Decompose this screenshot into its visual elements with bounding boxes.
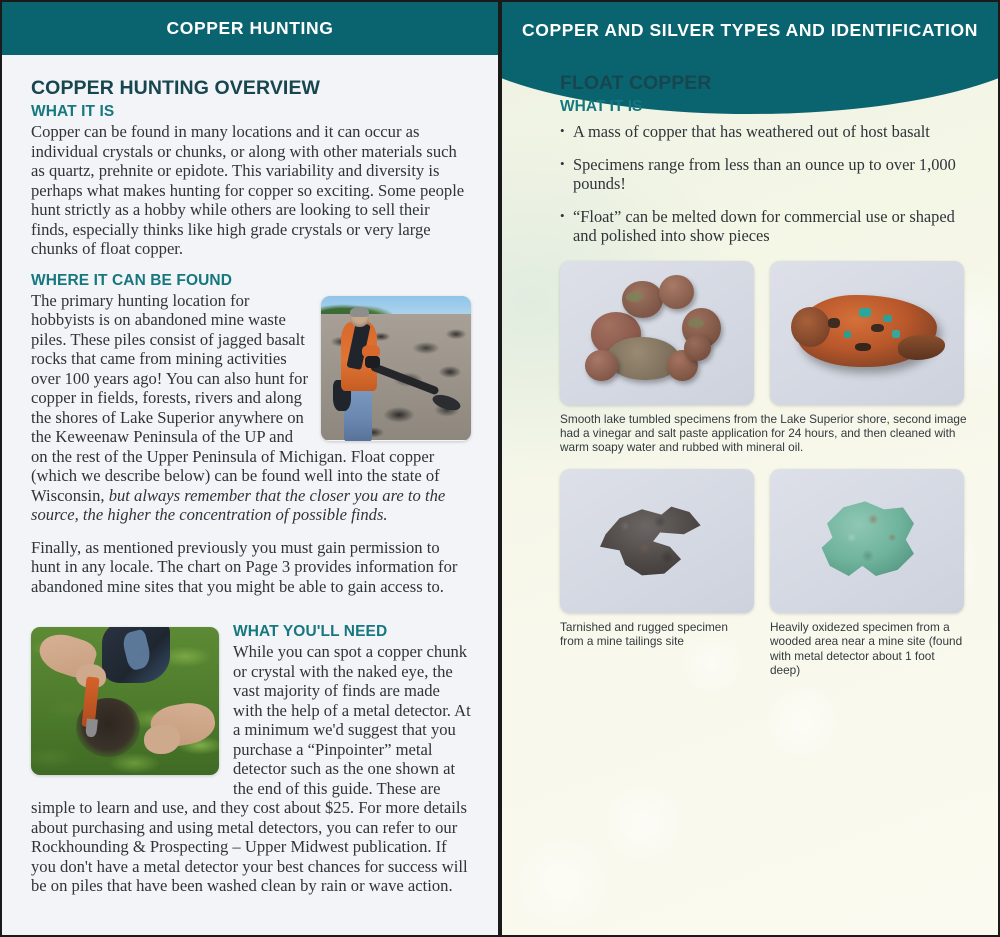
list-item: • Specimens range from less than an ounce up to over 1,000 pounds! — [560, 155, 976, 194]
photo-detector-grip — [365, 356, 380, 368]
right-page-content — [502, 72, 998, 935]
photo-digging-for-copper — [31, 627, 219, 775]
subheading-what-it-is: WHAT IT IS — [31, 103, 115, 120]
section-title-float-copper: FLOAT COPPER — [560, 72, 712, 94]
dark-pit — [855, 343, 871, 352]
float-copper-lobe — [791, 307, 830, 347]
specimen-image-row-top — [560, 261, 976, 405]
left-page-content — [2, 55, 498, 935]
what-it-is-paragraph: Copper can be found in many locations and it can occur as individual crystals or chunks, or along with other materials such as quartz, prehnite or epidote. This variability and diversity is perhaps what makes hunting for copper so exciting. Some people hunt strictly as a hobby while others are looking to sell their finds, especially thinks like high grade crystals or very large chunks of float copper. — [31, 122, 465, 258]
teal-patina-fleck — [844, 331, 852, 338]
teal-patina-fleck — [892, 330, 900, 339]
finally-paragraph: Finally, as mentioned previously you must gain permission to hunt in any locale. The chart on Page 3 provides information for abandoned mine sites that you might be able to gain access to. — [31, 537, 458, 596]
specimen-backdrop — [560, 469, 754, 613]
what-it-is-paragraph-block — [31, 122, 471, 259]
nugget — [659, 275, 694, 310]
float-copper-bullet-list — [560, 122, 976, 246]
left-page — [2, 2, 498, 935]
specimen-thumbnail-orange-float — [770, 261, 964, 405]
where-text-italic: but always remember that the closer you are to the source, the higher the concentration of possible finds. — [31, 485, 446, 524]
caption-bottom-left: Tarnished and rugged specimen from a mine tailings site — [560, 620, 728, 649]
teal-patina-fleck — [859, 308, 871, 317]
photo-right-hand — [144, 725, 180, 755]
dark-pit — [828, 318, 840, 328]
right-page-header — [502, 2, 998, 58]
right-header-title: COPPER AND SILVER TYPES AND IDENTIFICATION — [522, 19, 978, 40]
caption-bottom-row — [560, 620, 976, 677]
specimen-thumbnail-tarnished — [560, 469, 754, 613]
subheading-where-it-can-be-found: WHERE IT CAN BE FOUND — [31, 271, 233, 289]
right-page — [502, 2, 998, 935]
photo-person-hair — [350, 307, 370, 317]
caption-bottom-right: Heavily oxidezed specimen from a wooded area near a mine site (found with metal detector about 1 foot deep) — [770, 620, 963, 677]
specimen-image-row-bottom — [560, 469, 976, 613]
subheading-what-it-is-right: WHAT IT IS — [560, 98, 643, 115]
left-page-header — [2, 2, 498, 55]
subheading-what-youll-need: WHAT YOU'LL NEED — [233, 623, 388, 640]
what-youll-need-paragraph: While you can spot a copper chunk or crystal with the naked eye, the vast majority of finds are made with the help of a metal detector. At a minimum we'd suggest that you purchase a “Pinpointer” metal detector such as the one shown at the end of this guide. These are simple to learn and use, and they cost about $25. For more details about purchasing and using metal detectors, you can refer to our Rockhounding & Prospecting – Upper Midwest publication. If you don't have a metal detector your best chances for success will be on piles that have been washed clean by rain or wave action. — [31, 642, 471, 895]
specimen-thumbnail-tumbled-nuggets — [560, 261, 754, 405]
specimen-backdrop — [560, 261, 754, 405]
list-item: • A mass of copper that has weathered out of host basalt — [560, 122, 976, 142]
left-header-title: COPPER HUNTING — [166, 18, 334, 38]
caption-top-images: Smooth lake tumbled specimens from the Lake Superior shore, second image had a vinegar and salt paste application for 24 hours, and then cleaned with warm soapy water and rubbed with mineral oil. — [560, 411, 967, 454]
specimen-thumbnail-oxidized — [770, 469, 964, 613]
teal-patina-fleck — [883, 315, 893, 322]
section-title-copper-hunting-overview: COPPER HUNTING OVERVIEW — [31, 77, 321, 99]
photo-metal-detector-on-waste-pile — [321, 296, 471, 441]
patina-spot — [688, 318, 704, 328]
list-item: • “Float” can be melted down for commercial use or shaped and polished into show pieces — [560, 207, 976, 246]
where-text-roman: The primary hunting location for hobbyists is on abandoned mine waste piles. These piles consist of jagged basalt rocks that came from mining activities over 100 years ago! You can also hunt for copper in fields, forests, rivers and along the shores of Lake Superior anywhere on the Keweenaw Peninsula of the UP and on the rest of the Upper Peninsula of Michigan. Float copper (which we describe below) can be found well into the state of Wisconsin, — [31, 290, 440, 505]
spacer — [31, 609, 471, 623]
